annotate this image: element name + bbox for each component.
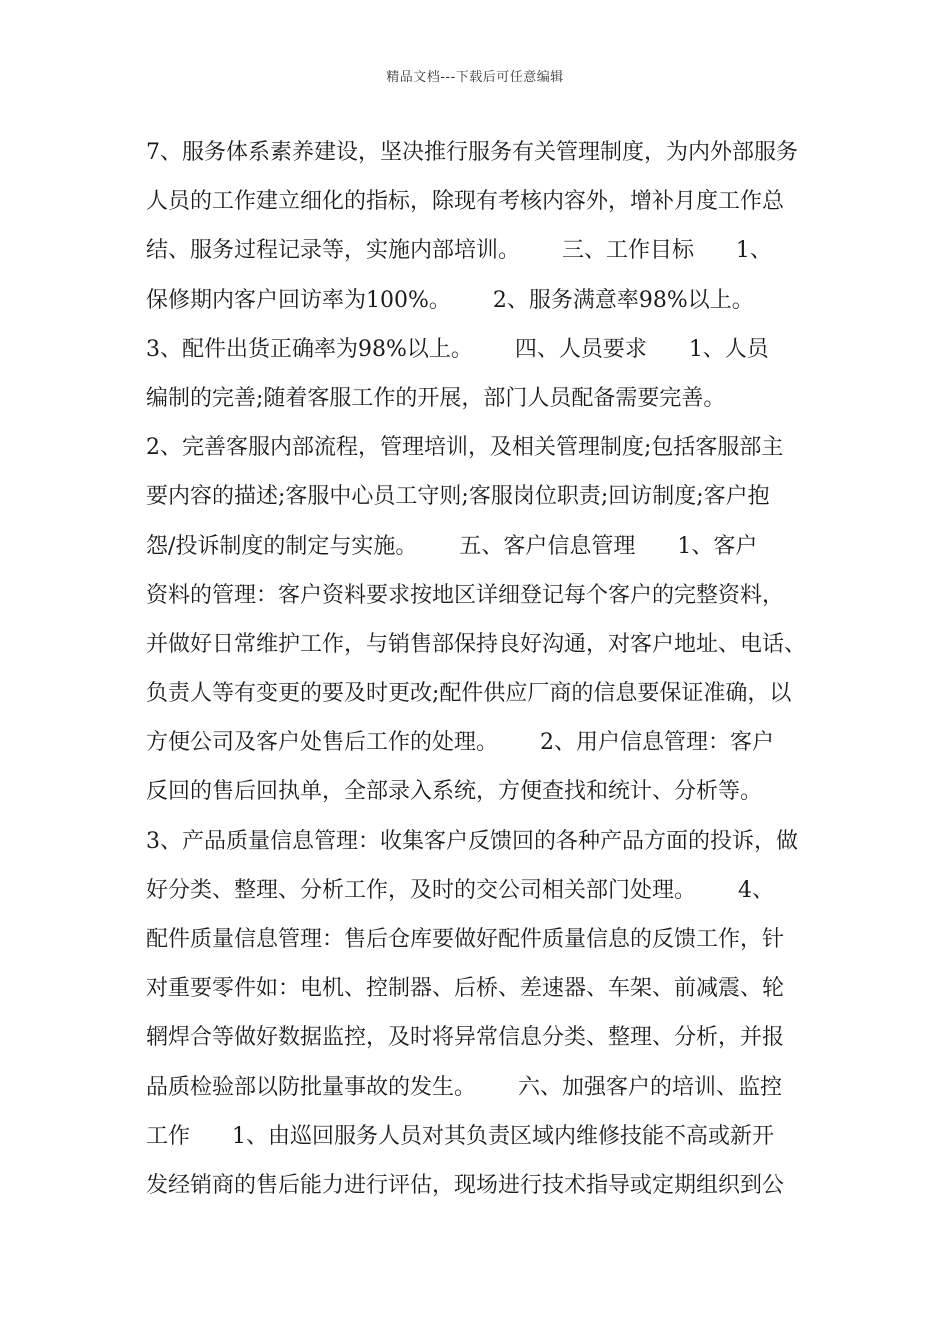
text-line: 编制的完善;随着客服工作的开展，部门人员配备需要完善。: [146, 385, 726, 411]
text-line: 人员的工作建立细化的指标，除现有考核内容外，增补月度工作总: [146, 189, 785, 215]
text-line: 配件质量信息管理：售后仓库要做好配件质量信息的反馈工作，针: [146, 927, 785, 952]
text-line: 反回的售后回执单，全部录入系统，方便查找和统计、分析等。: [146, 779, 763, 805]
text-line: 发经销商的售后能力进行评估，现场进行技术指导或定期组织到公: [146, 1172, 785, 1198]
page-header: 精品文档---下载后可任意编辑: [386, 70, 564, 85]
text-line: 工作 1、由巡回服务人员对其负责区域内维修技能不高或新开: [146, 1123, 774, 1149]
text-line: 负责人等有变更的要及时更改;配件供应厂商的信息要保证准确，以: [146, 681, 792, 707]
text-line: 辋焊合等做好数据监控，及时将异常信息分类、整理、分析，并报: [146, 1025, 785, 1051]
text-line: 怨/投诉制度的制定与实施。 五、客户信息管理 1、客户: [146, 533, 758, 559]
text-line: 3、配件出货正确率为98%以上。 四、人员要求 1、人员: [146, 336, 769, 362]
text-line: 方便公司及客户处售后工作的处理。 2、用户信息管理：客户: [146, 730, 774, 756]
text-line: 7、服务体系素养建设，坚决推行服务有关管理制度，为内外部服务: [146, 140, 798, 165]
text-line: 2、完善客服内部流程，管理培训，及相关管理制度;包括客服部主: [146, 435, 784, 461]
document-body: [146, 128, 826, 1210]
text-line: 要内容的描述;客服中心员工守则;客服岗位职责;回访制度;客户抱: [146, 484, 770, 510]
text-line: 3、产品质量信息管理：收集客户反馈回的各种产品方面的投诉，做: [146, 828, 798, 854]
text-line: 好分类、整理、分析工作，及时的交公司相关部门处理。 4、: [146, 877, 774, 903]
text-line: 并做好日常维护工作，与销售部保持良好沟通，对客户地址、电话、: [146, 631, 807, 657]
text-line: 资料的管理：客户资料要求按地区详细登记每个客户的完整资料，: [146, 582, 785, 608]
text-line: 保修期内客户回访率为100%。 2、服务满意率98%以上。: [146, 287, 754, 313]
text-line: 对重要零件如：电机、控制器、后桥、差速器、车架、前减震、轮: [146, 976, 785, 1002]
text-line: 结、服务过程记录等，实施内部培训。 三、工作目标 1、: [146, 238, 772, 264]
text-line: 品质检验部以防批量事故的发生。 六、加强客户的培训、监控: [146, 1074, 782, 1100]
